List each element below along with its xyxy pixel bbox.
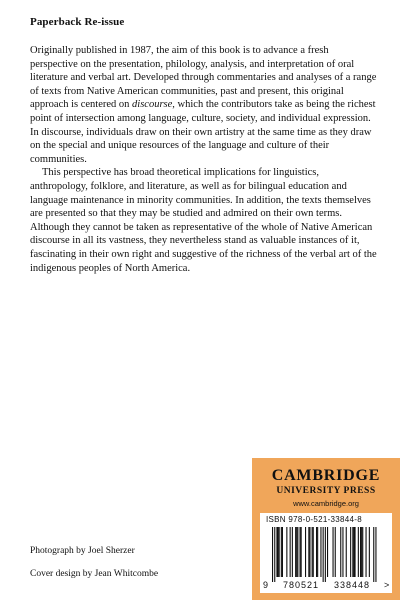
barcode-bar xyxy=(316,527,317,577)
barcode-bar xyxy=(366,527,367,577)
barcode-bar xyxy=(342,527,343,577)
barcode-digits-right: 338448 xyxy=(333,580,371,590)
barcode-bar xyxy=(281,527,282,577)
barcode-bar xyxy=(340,527,341,577)
barcode-bar xyxy=(335,527,336,577)
barcode-digits-left: 780521 xyxy=(282,580,320,590)
barcode-bar xyxy=(360,527,361,577)
barcode-bar xyxy=(301,527,302,577)
publisher-subname: UNIVERSITY PRESS xyxy=(276,486,376,496)
barcode-bar xyxy=(361,527,362,577)
description-paragraph-2: This perspective has broad theoretical implications for linguistics, anthropology, folklore, and literature, as well as for bilingual education and language maintenance in minority communities. In addition, the texts themselves are presented so that they may be studied and admired on their own terms. Although they cannot be taken as representative of the whole of Native American discourse in all its vastness, they nevertheless stand as valuable instances of it, fascinating in their own right and suggestive of the richness of the verbal art of the indigenous peoples of North America. xyxy=(30,167,377,274)
barcode-bar xyxy=(352,527,353,577)
barcode-bar xyxy=(355,527,356,577)
barcode-bar xyxy=(292,527,293,577)
barcode-bar xyxy=(290,527,291,577)
barcode-digit-lead: 9 xyxy=(263,580,269,590)
barcode-bar xyxy=(320,527,321,577)
publisher-panel xyxy=(252,458,400,600)
barcode-bar xyxy=(286,527,287,577)
photo-credit: Photograph by Joel Sherzer xyxy=(30,546,135,556)
barcode-bar xyxy=(358,527,359,577)
description-p1-emphasis: discourse xyxy=(132,99,173,111)
barcode-bar xyxy=(373,527,374,582)
design-credit: Cover design by Jean Whitcombe xyxy=(30,569,159,579)
barcode-bar xyxy=(297,527,298,577)
barcode-bar xyxy=(274,527,275,582)
barcode-bar xyxy=(353,527,354,577)
barcode-panel xyxy=(260,513,392,593)
isbn-label: ISBN 978-0-521-33844-8 xyxy=(266,515,362,524)
barcode-bar xyxy=(375,527,376,582)
barcode-bar xyxy=(312,527,313,577)
book-description xyxy=(30,44,378,275)
barcode-bar xyxy=(272,527,273,582)
barcode-bar xyxy=(300,527,301,577)
barcode-bar xyxy=(309,527,310,577)
barcode-bar xyxy=(362,527,363,577)
barcode-bar xyxy=(276,527,277,577)
barcode-bar xyxy=(308,527,309,577)
barcode-bar xyxy=(325,527,326,582)
barcode-bar xyxy=(333,527,334,577)
barcode-bar xyxy=(350,527,351,577)
publisher-name: CAMBRIDGE xyxy=(271,467,381,484)
barcode-bar xyxy=(327,527,328,577)
barcode-bar xyxy=(317,527,318,577)
barcode-digit-end: > xyxy=(384,580,390,590)
barcode-bar xyxy=(296,527,297,577)
barcode-bar xyxy=(278,527,279,577)
description-paragraph-1 xyxy=(30,44,378,166)
barcode-bar xyxy=(346,527,347,577)
barcode-bar xyxy=(369,527,370,577)
publisher-url: www.cambridge.org xyxy=(293,499,359,508)
description-p1-start: Originally published in 1987, the aim of this book is to advance a fresh perspective on the presentation, philology, analysis, and interpretation of oral literature and verbal art. Developed through commentaries and analyses of a range of texts from Native American communities, past and present, this original approach is centered on xyxy=(30,45,377,111)
isbn-barcode xyxy=(260,526,392,593)
barcode-bar xyxy=(313,527,314,577)
barcode-bar xyxy=(282,527,283,577)
barcode-bar xyxy=(323,527,324,582)
barcode-bar xyxy=(295,527,296,577)
reissue-heading: Paperback Re-issue xyxy=(30,16,125,28)
barcode-bar xyxy=(279,527,280,577)
barcode-bar xyxy=(305,527,306,577)
description-p1-end: , which the contributors take as being the richest point of intersection among language, culture, society, and individual expression. In discourse, individuals draw on their own artistry at the same time as they draw on the special and unique resources of the language and culture of their communities. xyxy=(30,99,376,165)
